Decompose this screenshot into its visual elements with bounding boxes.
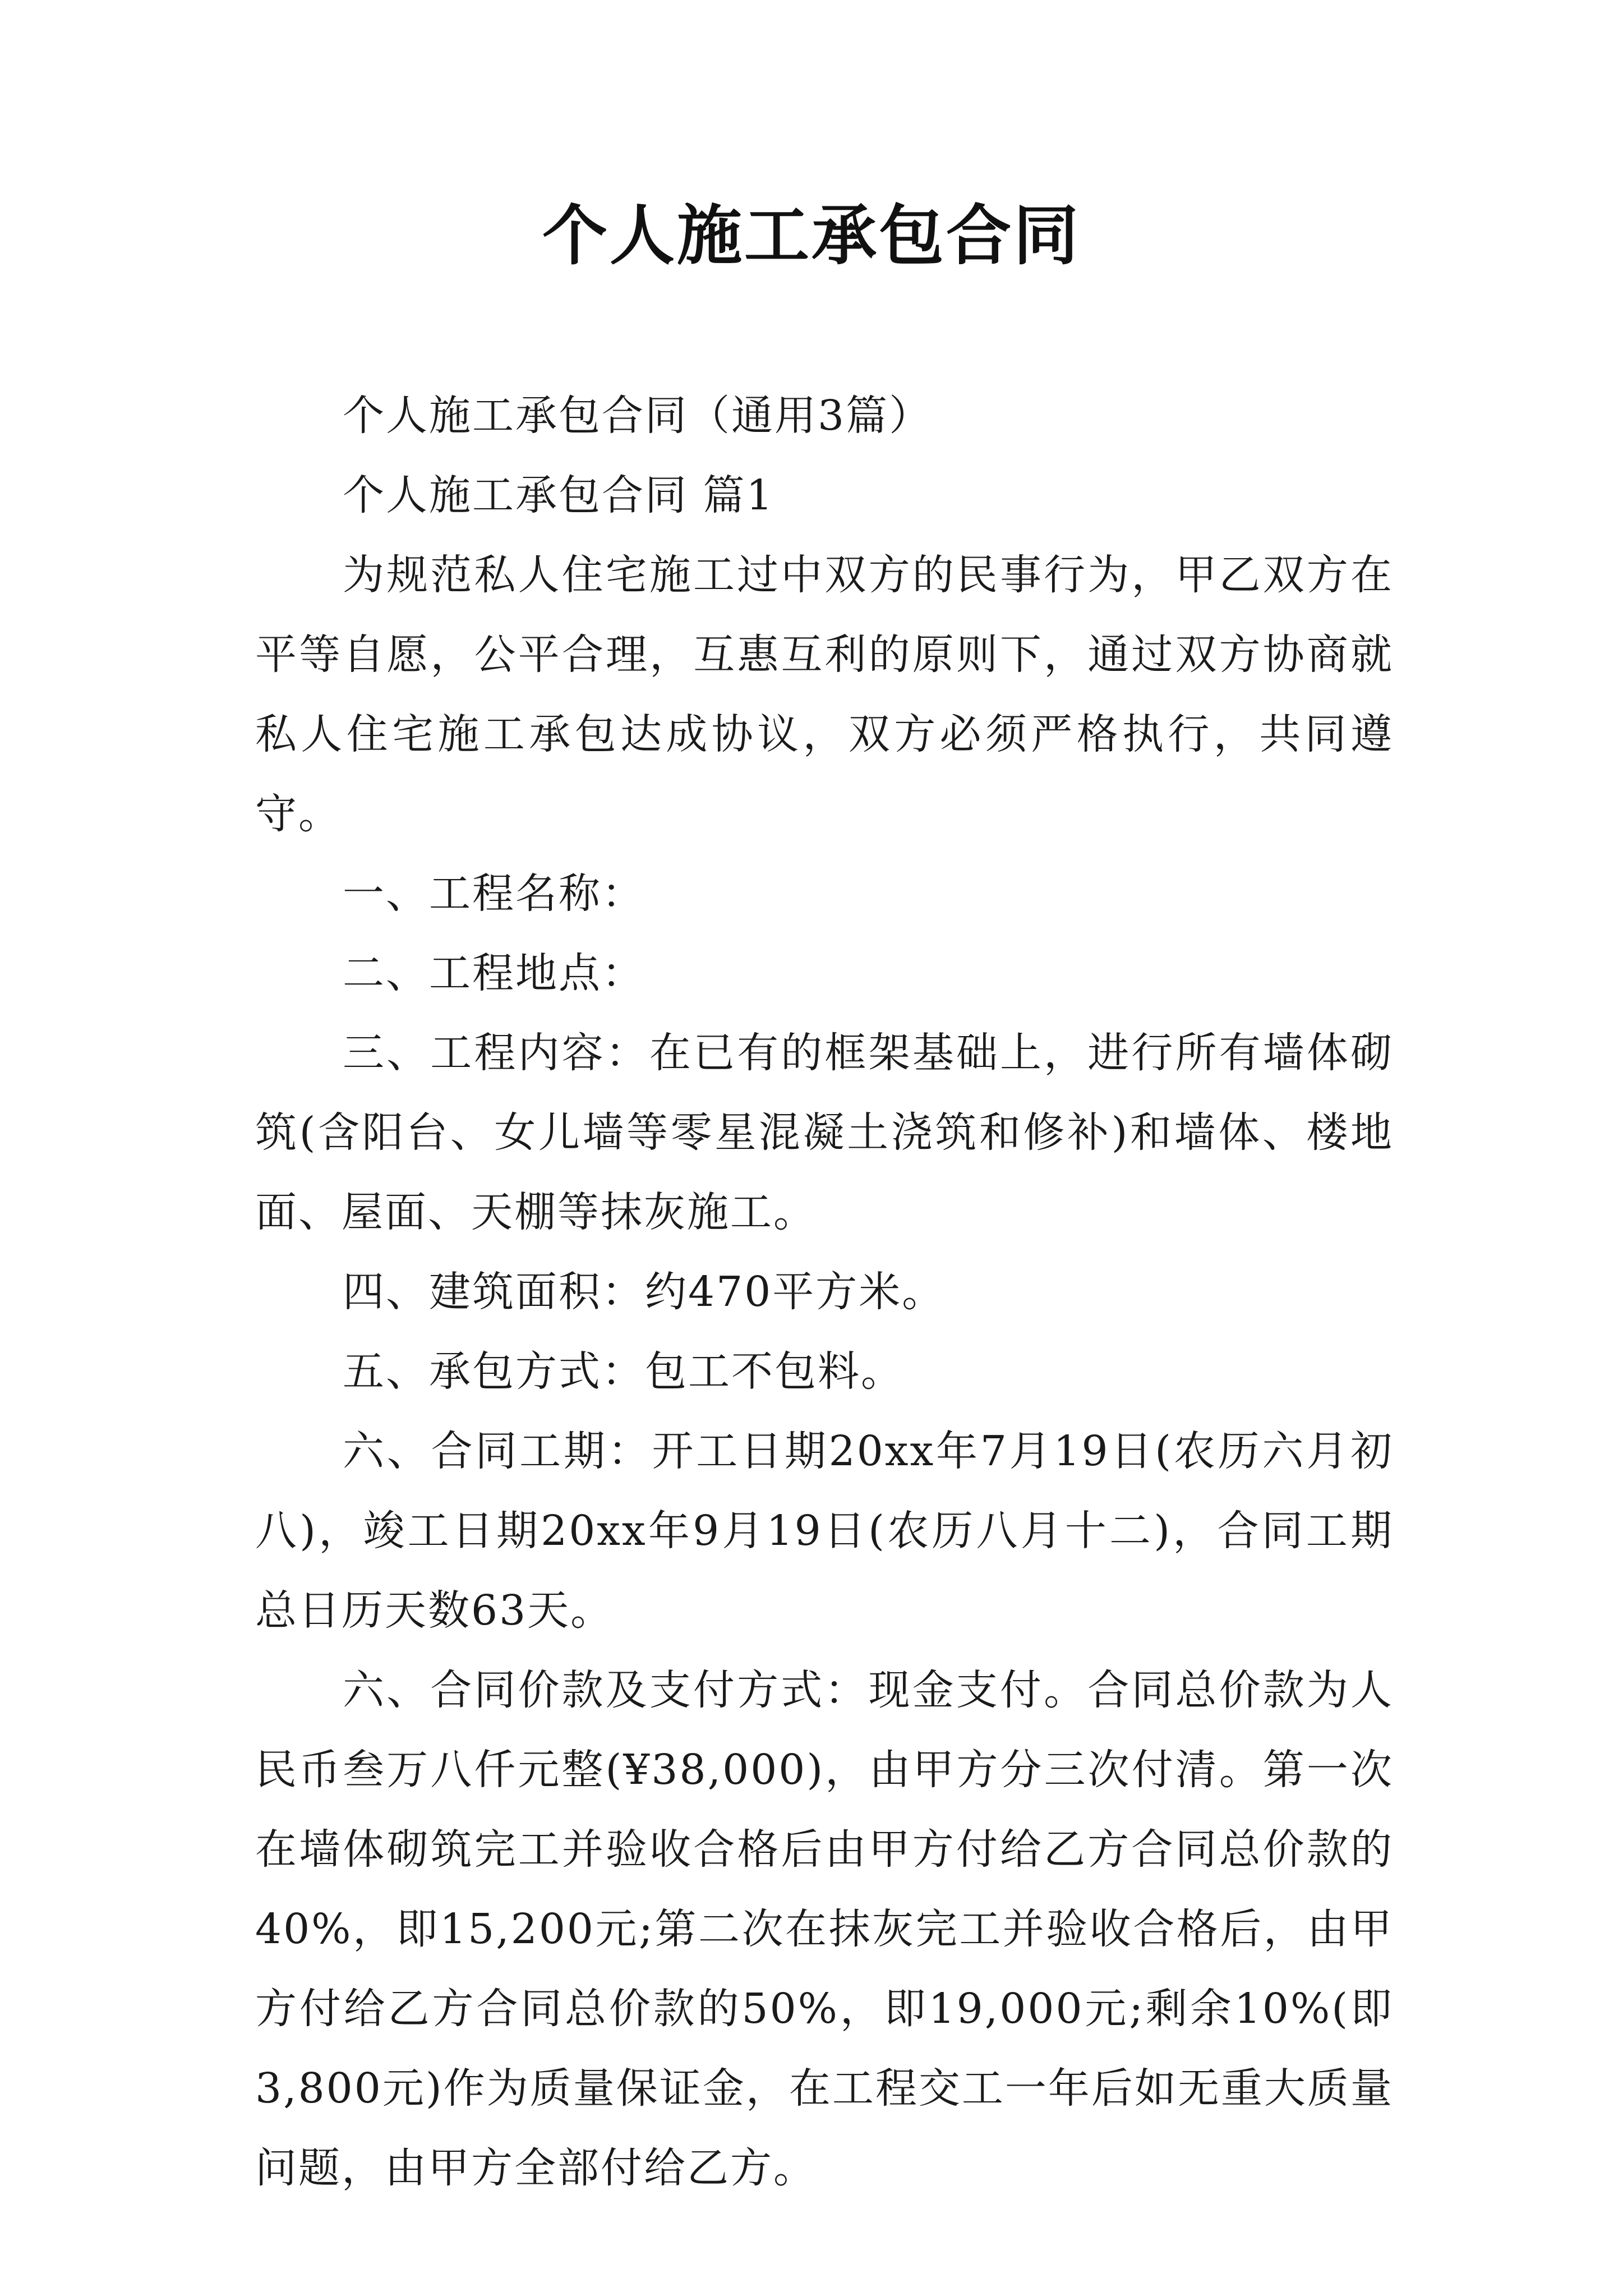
- paragraph-project-location: 二、工程地点：: [343, 949, 645, 997]
- paragraph-contract-mode: 五、承包方式：包工不包料。: [343, 1347, 904, 1396]
- document-title: 个人施工承包合同: [542, 197, 1081, 274]
- document-body: [255, 376, 1394, 2208]
- paragraph-subtitle: 个人施工承包合同（通用3篇）: [343, 392, 933, 440]
- paragraph-payment-terms: 六、合同价款及支付方式：现金支付。合同总价款为人民币叁万八仟元整(¥38,000)，由甲方分三次付清。第一次在墙体砌筑完工并验收合格后由甲方付给乙方合同总价款的40%，即15,200元;第二次在抹灰完工并验收合格后，由甲方付给乙方合同总价款的50%，即19,000元;剩余10%(即3,800元)作为质量保证金，在工程交工一年后如无重大质量问题，由甲方全部付给乙方。: [255, 1666, 1394, 2192]
- paragraph-contract-period: 六、合同工期：开工日期20xx年7月19日(农历六月初八)，竣工日期20xx年9月19日(农历八月十二)，合同工期总日历天数63天。: [255, 1427, 1394, 1635]
- paragraph-project-name: 一、工程名称：: [343, 869, 645, 918]
- paragraph-project-content: 三、工程内容：在已有的框架基础上，进行所有墙体砌筑(含阳台、女儿墙等零星混凝土浇筑和修补)和墙体、楼地面、屋面、天棚等抹灰施工。: [255, 1029, 1394, 1236]
- paragraph-building-area: 四、建筑面积：约470平方米。: [343, 1268, 946, 1316]
- paragraph-preamble: 为规范私人住宅施工过中双方的民事行为，甲乙双方在平等自愿，公平合理，互惠互利的原则下，通过双方协商就私人住宅施工承包达成协议，双方必须严格执行，共同遵守。: [255, 551, 1394, 838]
- paragraph-part-heading: 个人施工承包合同 篇1: [343, 471, 774, 519]
